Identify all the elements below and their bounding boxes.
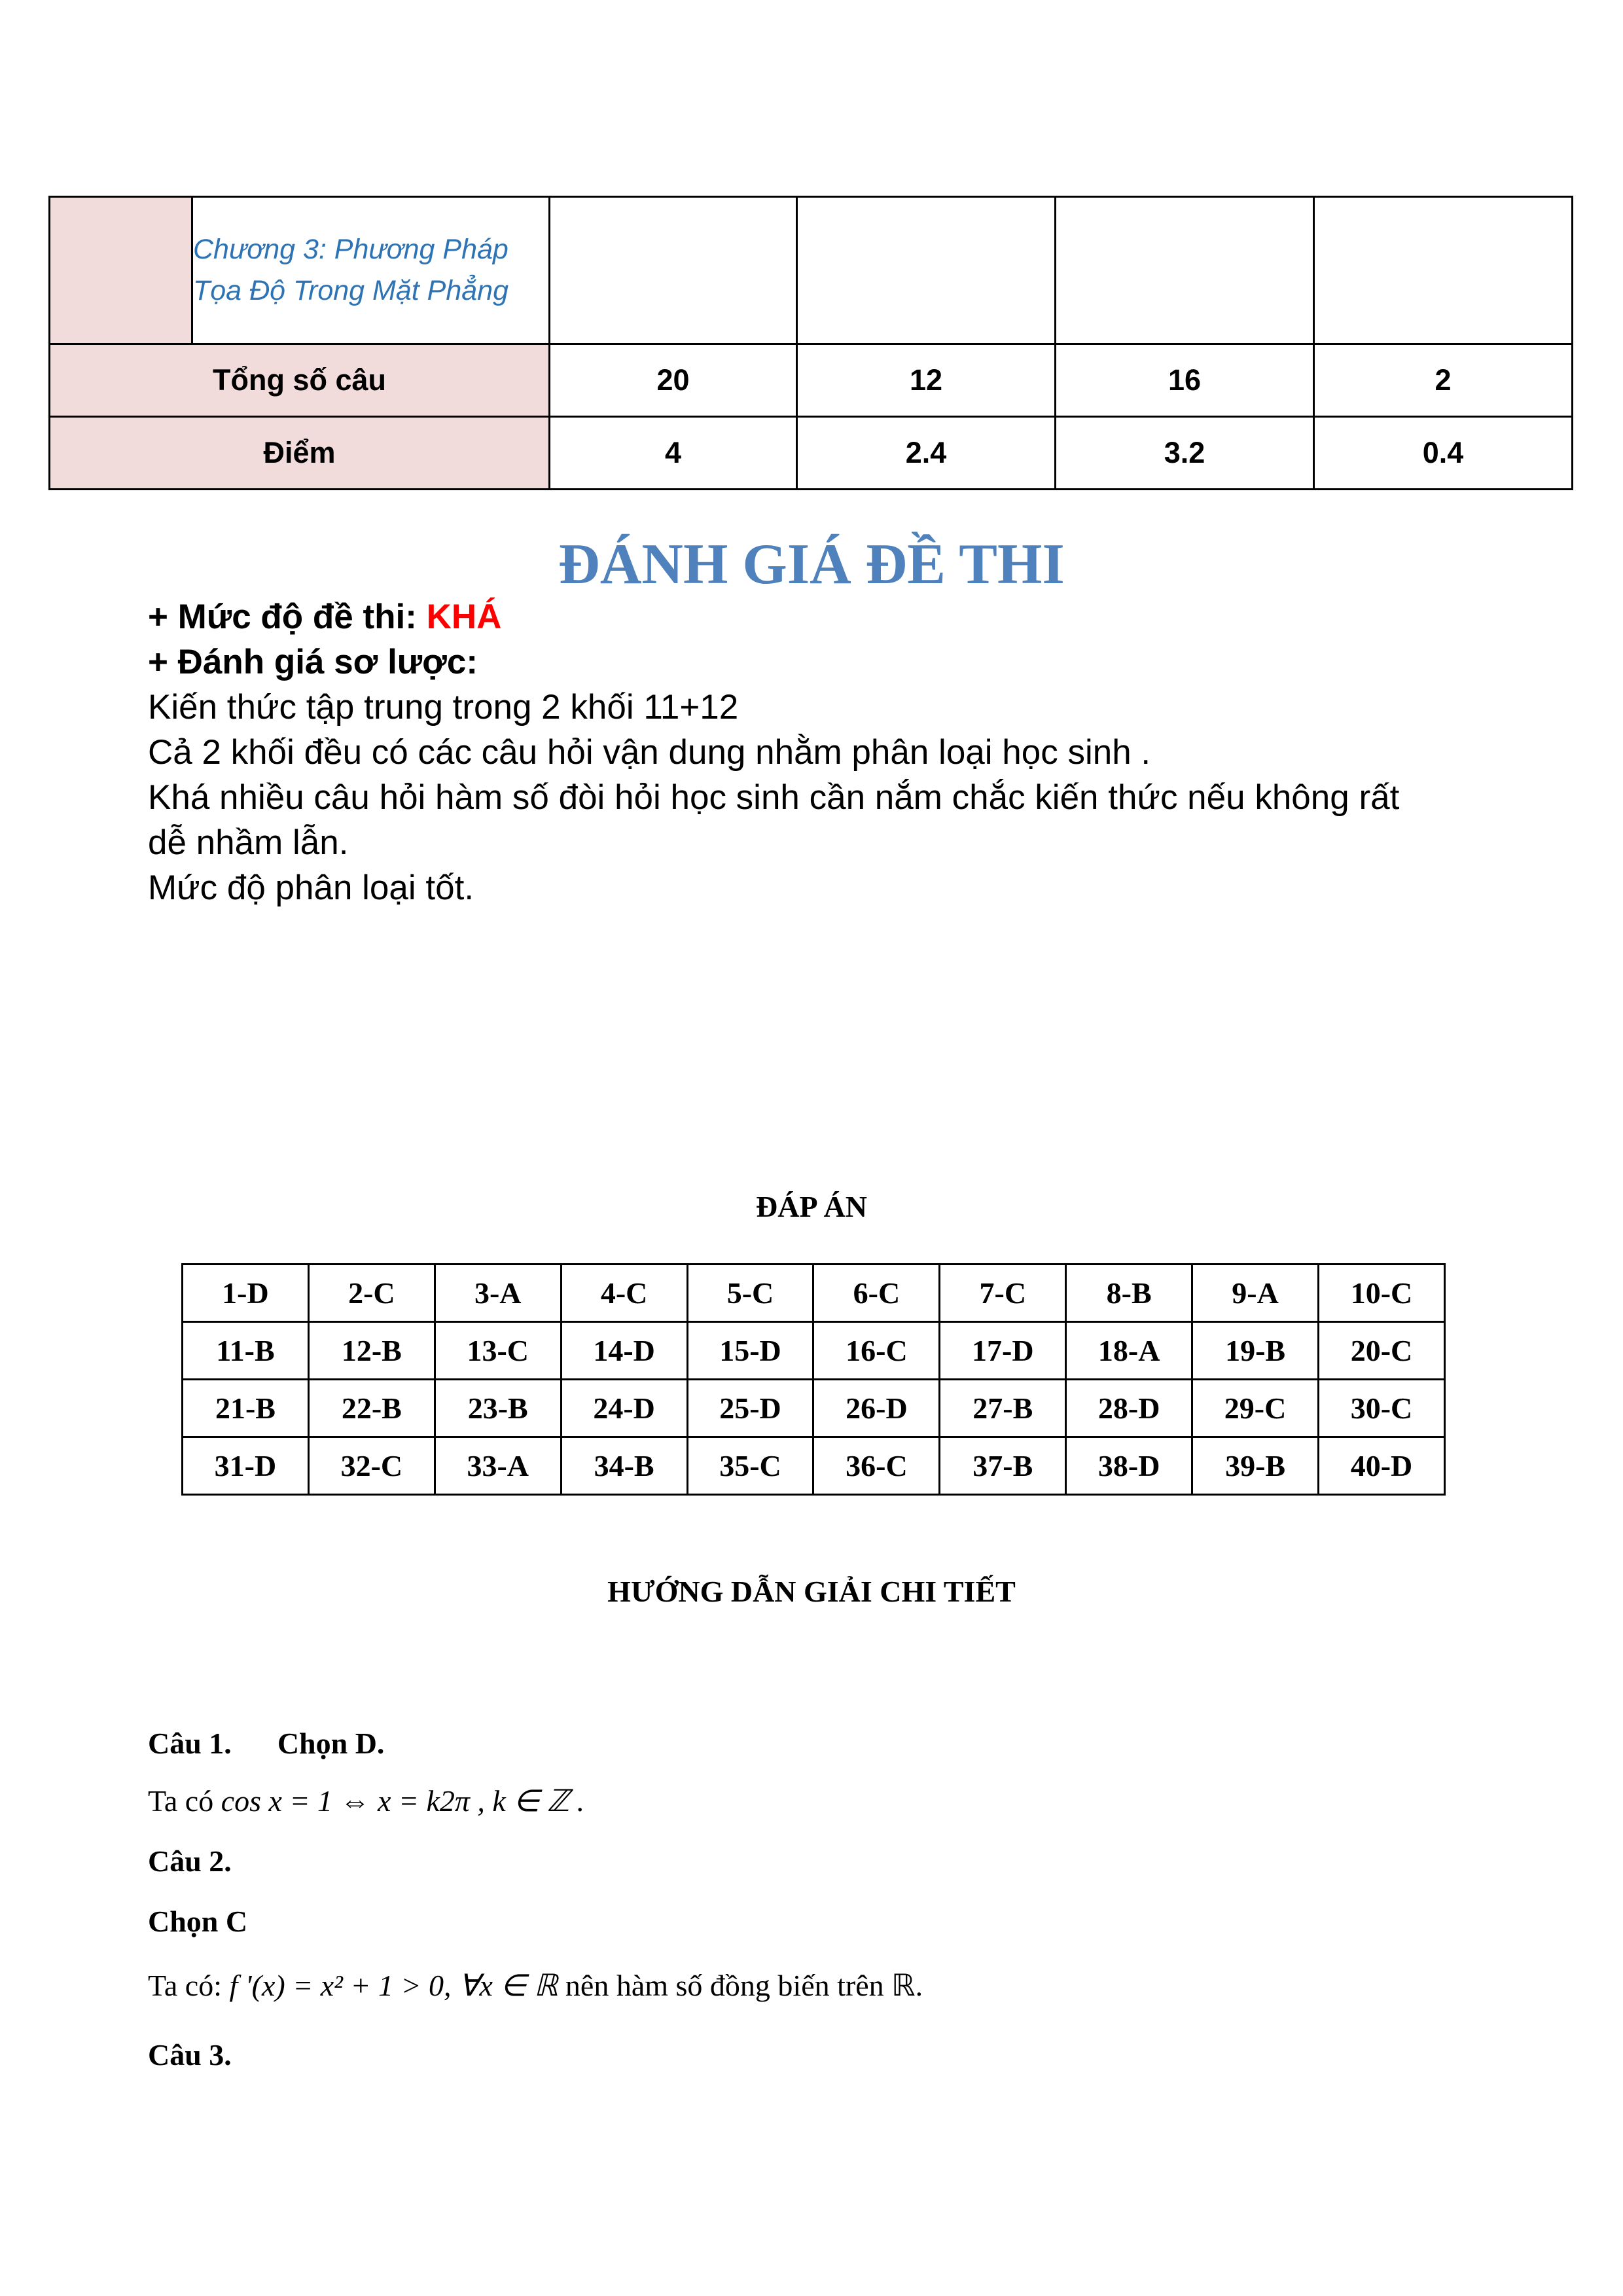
matrix-cell-empty bbox=[1314, 197, 1573, 344]
answer-row bbox=[183, 1380, 1445, 1437]
answer-cell: 18-A bbox=[1066, 1322, 1192, 1380]
total-value: 12 bbox=[797, 344, 1056, 417]
answer-cell: 2-C bbox=[308, 1265, 435, 1322]
level-line bbox=[148, 594, 1588, 639]
score-value: 0.4 bbox=[1314, 417, 1573, 490]
answer-cell: 12-B bbox=[308, 1322, 435, 1380]
matrix-cell-empty bbox=[797, 197, 1056, 344]
question-2-label: Câu 2. bbox=[148, 1844, 232, 1878]
matrix-cell-empty bbox=[1056, 197, 1314, 344]
answer-cell: 33-A bbox=[435, 1437, 561, 1495]
question-1-header bbox=[148, 1725, 384, 1762]
question-2-math: f '(x) = x² + 1 > 0, ∀x ∈ ℝ bbox=[229, 1969, 558, 2002]
answer-cell: 11-B bbox=[183, 1322, 309, 1380]
answer-cell: 5-C bbox=[687, 1265, 813, 1322]
answer-cell: 30-C bbox=[1319, 1380, 1445, 1437]
total-value: 2 bbox=[1314, 344, 1573, 417]
summary-line: Kiến thức tập trung trong 2 khối 11+12 bbox=[148, 688, 739, 726]
matrix-table bbox=[48, 196, 1573, 490]
matrix-cell-empty bbox=[550, 197, 797, 344]
question-2-prefix: Ta có: bbox=[148, 1969, 230, 2002]
answer-cell: 3-A bbox=[435, 1265, 561, 1322]
score-value: 4 bbox=[550, 417, 797, 490]
answer-cell: 37-B bbox=[940, 1437, 1066, 1495]
answer-cell: 15-D bbox=[687, 1322, 813, 1380]
question-1-choice: Chọn D. bbox=[277, 1727, 385, 1760]
evaluation-block bbox=[148, 594, 1588, 910]
level-value: KHÁ bbox=[426, 598, 502, 636]
answer-row bbox=[183, 1322, 1445, 1380]
answer-cell: 22-B bbox=[308, 1380, 435, 1437]
matrix-row-total bbox=[50, 344, 1573, 417]
answers-title: ĐÁP ÁN bbox=[756, 1190, 867, 1223]
answer-cell: 16-C bbox=[813, 1322, 940, 1380]
total-value: 16 bbox=[1056, 344, 1314, 417]
matrix-row-score bbox=[50, 417, 1573, 490]
question-2-suffix: nên hàm số đồng biến trên ℝ. bbox=[558, 1969, 923, 2002]
answer-cell: 1-D bbox=[183, 1265, 309, 1322]
answer-cell: 9-A bbox=[1192, 1265, 1319, 1322]
answer-cell: 32-C bbox=[308, 1437, 435, 1495]
chapter-line-1: Chương 3: Phương Pháp bbox=[193, 234, 508, 265]
answer-cell: 20-C bbox=[1319, 1322, 1445, 1380]
answer-table bbox=[181, 1263, 1446, 1496]
answer-cell: 38-D bbox=[1066, 1437, 1192, 1495]
chapter-line-2: Tọa Độ Trong Mặt Phẳng bbox=[193, 275, 509, 306]
summary-line: dễ nhầm lẫn. bbox=[148, 823, 349, 862]
answer-cell: 34-B bbox=[561, 1437, 687, 1495]
question-3-label: Câu 3. bbox=[148, 2038, 232, 2072]
question-1-math: cos x = 1 ⇔ x = k2π , k ∈ ℤ . bbox=[221, 1784, 585, 1818]
question-2-solution bbox=[148, 1967, 923, 2004]
answer-cell: 27-B bbox=[940, 1380, 1066, 1437]
answer-cell: 7-C bbox=[940, 1265, 1066, 1322]
answer-cell: 10-C bbox=[1319, 1265, 1445, 1322]
summary-line: Cả 2 khối đều có các câu hỏi vận dung nhằm phân loại học sinh . bbox=[148, 733, 1151, 772]
answer-cell: 24-D bbox=[561, 1380, 687, 1437]
summary-line: Khá nhiều câu hỏi hàm số đòi hỏi học sinh cần nắm chắc kiến thức nếu không rất bbox=[148, 778, 1400, 817]
answer-cell: 26-D bbox=[813, 1380, 940, 1437]
answer-cell: 28-D bbox=[1066, 1380, 1192, 1437]
answer-cell: 17-D bbox=[940, 1322, 1066, 1380]
answer-cell: 13-C bbox=[435, 1322, 561, 1380]
total-value: 20 bbox=[550, 344, 797, 417]
answer-cell: 23-B bbox=[435, 1380, 561, 1437]
answer-cell: 39-B bbox=[1192, 1437, 1319, 1495]
guide-title: HƯỚNG DẪN GIẢI CHI TIẾT bbox=[607, 1575, 1016, 1608]
score-value: 3.2 bbox=[1056, 417, 1314, 490]
answer-cell: 25-D bbox=[687, 1380, 813, 1437]
total-label: Tổng số câu bbox=[50, 344, 550, 417]
answer-cell: 8-B bbox=[1066, 1265, 1192, 1322]
summary-line: Mức độ phân loại tốt. bbox=[148, 869, 474, 907]
matrix-chapter-cell bbox=[192, 197, 550, 344]
answer-cell: 19-B bbox=[1192, 1322, 1319, 1380]
evaluation-title: ĐÁNH GIÁ ĐỀ THI bbox=[558, 533, 1065, 596]
answer-cell: 35-C bbox=[687, 1437, 813, 1495]
level-label: + Mức độ đề thi: bbox=[148, 598, 427, 636]
question-1-label: Câu 1. bbox=[148, 1727, 232, 1760]
answer-cell: 31-D bbox=[183, 1437, 309, 1495]
summary-label: + Đánh giá sơ lược: bbox=[148, 643, 478, 681]
answer-row bbox=[183, 1265, 1445, 1322]
answer-row bbox=[183, 1437, 1445, 1495]
answer-cell: 36-C bbox=[813, 1437, 940, 1495]
answer-cell: 21-B bbox=[183, 1380, 309, 1437]
score-value: 2.4 bbox=[797, 417, 1056, 490]
answer-cell: 40-D bbox=[1319, 1437, 1445, 1495]
answer-cell: 14-D bbox=[561, 1322, 687, 1380]
question-2-choice: Chọn C bbox=[148, 1905, 248, 1938]
answer-cell: 4-C bbox=[561, 1265, 687, 1322]
score-label: Điểm bbox=[50, 417, 550, 490]
answer-cell: 29-C bbox=[1192, 1380, 1319, 1437]
matrix-cell-empty bbox=[50, 197, 192, 344]
matrix-row-chapter bbox=[50, 197, 1573, 344]
question-1-solution bbox=[148, 1783, 584, 1820]
answer-cell: 6-C bbox=[813, 1265, 940, 1322]
question-1-prefix: Ta có bbox=[148, 1784, 221, 1818]
